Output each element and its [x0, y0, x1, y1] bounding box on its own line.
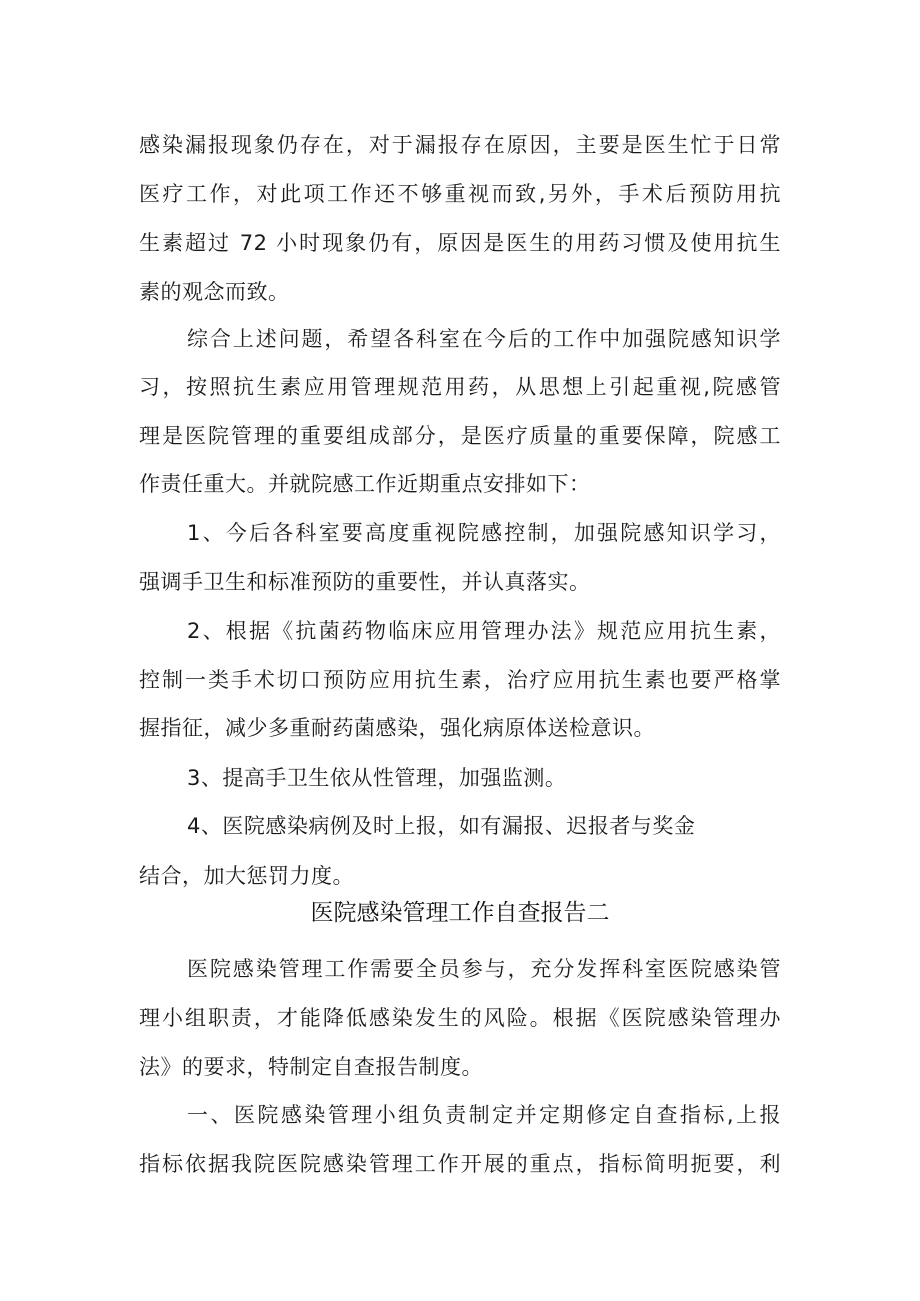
section-title: 医院感染管理工作自查报告二 [310, 900, 610, 926]
paragraph-line: 感染漏报现象仍存在，对于漏报存在原因，主要是医生忙于日常 [139, 133, 781, 157]
list-item-line: 2、根据《抗菌药物临床应用管理办法》规范应用抗生素， [187, 619, 781, 643]
list-item-line: 强调手卫生和标准预防的重要性，并认真落实。 [139, 570, 591, 594]
paragraph-line: 习，按照抗生素应用管理规范用药，从思想上引起重视,院感管 [139, 375, 781, 399]
paragraph-line: 理是医院管理的重要组成部分，是医疗质量的重要保障，院感工 [139, 424, 781, 448]
list-item-line: 控制一类手术切口预防应用抗生素，治疗应用抗生素也要严格掌 [139, 668, 781, 692]
paragraph-line: 生素超过 72 小时现象仍有，原因是医生的用药习惯及使用抗生 [139, 231, 781, 255]
list-item-line: 结合，加大惩罚力度。 [139, 864, 354, 888]
list-item-line: 3、提高手卫生依从性管理，加强监测。 [187, 766, 567, 790]
paragraph-line: 一、医院感染管理小组负责制定并定期修定自查指标,上报 [187, 1103, 781, 1127]
paragraph-line: 素的观念而致。 [139, 280, 290, 304]
list-item-line: 4、医院感染病例及时上报，如有漏报、迟报者与奖金 [187, 814, 696, 838]
paragraph-line: 法》的要求，特制定自查报告制度。 [139, 1055, 483, 1079]
paragraph-line: 指标依据我院医院感染管理工作开展的重点，指标简明扼要，利 [139, 1152, 781, 1176]
paragraph-line: 综合上述问题，希望各科室在今后的工作中加强院感知识学 [187, 327, 781, 351]
paragraph-line: 理小组职责，才能降低感染发生的风险。根据《医院感染管理办 [139, 1006, 781, 1030]
list-item-line: 1、今后各科室要高度重视院感控制，加强院感知识学习， [187, 521, 781, 545]
paragraph-line: 医疗工作，对此项工作还不够重视而致,另外，手术后预防用抗 [139, 182, 781, 206]
list-item-line: 握指征，减少多重耐药菌感染，强化病原体送检意识。 [139, 716, 655, 740]
paragraph-line: 作责任重大。并就院感工作近期重点安排如下： [139, 472, 591, 496]
paragraph-line: 医院感染管理工作需要全员参与，充分发挥科室医院感染管 [187, 957, 781, 981]
